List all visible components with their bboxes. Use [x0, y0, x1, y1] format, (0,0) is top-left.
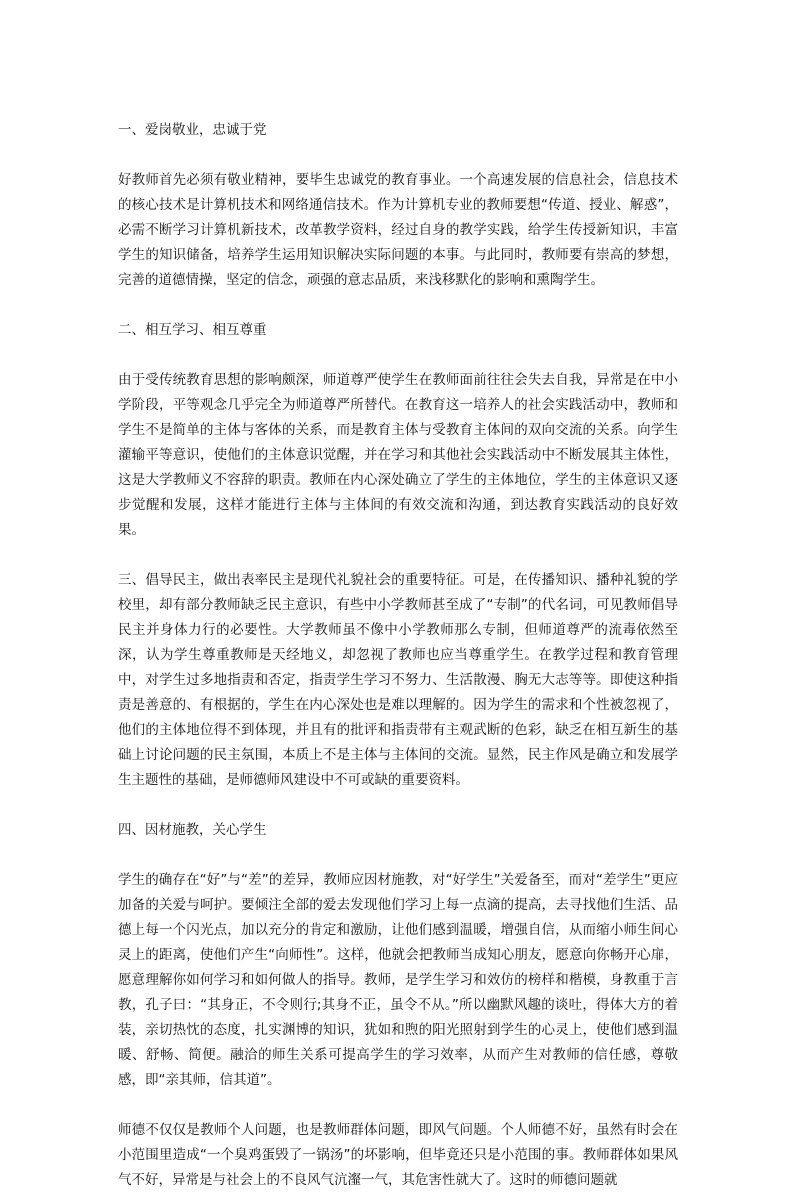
- paragraph-3: 三、倡导民主，做出表率民主是现代礼貌社会的重要特征。可是，在传播知识、播种礼貌的学校里，却有部分教师缺乏民主意识，有些中小学教师甚至成了“专制”的代名词，可见教师倡导民主并身体力行的必要性。大学教师虽不像中小学教师那么专制，但师道尊严的流毒依然至深，认为学生尊重教师是天经地义，却忽视了教师也应当尊重学生。在教学过程和教育管理中，对学生过多地指责和否定，指责学生学习不努力、生活散漫、胸无大志等等。即使这种指责是善意的、有根据的，学生在内心深处也是难以理解的。因为学生的需求和个性被忽视了，他们的主体地位得不到体现，并且有的批评和指责带有主观武断的色彩，缺乏在相互新生的基础上讨论问题的民主氛围，本质上不是主体与主体间的交流。显然，民主作风是确立和发展学生主题性的基础，是师德师风建设中不可或缺的重要资料。: [118, 572, 678, 788]
- paragraph-5: 师德不仅仅是教师个人问题，也是教师群体问题，即风气问题。个人师德不好，虽然有时会在小范围里造成“一个臭鸡蛋毁了一锅汤”的坏影响，但毕竟还只是小范围的事。教师群体如果风气不好，异常是与社会上的不良风气沆瀣一气，其危害性就大了。这时的师德问题就: [118, 1122, 678, 1188]
- section-heading-1: 一、爱岗敬业，忠诚于党: [118, 122, 267, 138]
- paragraph-4: 学生的确存在“好”与“差”的差异，教师应因材施教，对“好学生”关爱备至，而对“差学生”更应加备的关爱与呵护。要倾注全部的爱去发现他们学习上每一点滴的提高，去寻找他们生活、品德上每一个闪光点，加以充分的肯定和激励，让他们感到温暖，增强自信，从而缩小师生间心灵上的距离，使他们产生“向师性”。这样，他就会把教师当成知心朋友，愿意向你畅开心扉，愿意理解你如何学习和如何做人的指导。教师，是学生学习和效仿的榜样和楷模，身教重于言教，孔子曰：“其身正，不令则行;其身不正，虽令不从。”所以幽默风趣的谈吐，得体大方的着装，亲切热忱的态度，扎实渊博的知识，犹如和煦的阳光照射到学生的心灵上，使他们感到温暖、舒畅、简便。融洽的师生关系可提高学生的学习效率，从而产生对教师的信任感，尊敬感，即“亲其师，信其道”。: [118, 872, 678, 1088]
- paragraph-1: 好教师首先必须有敬业精神，要毕生忠诚党的教育事业。一个高速发展的信息社会，信息技术的核心技术是计算机技术和网络通信技术。作为计算机专业的教师要想“传道、授业、解惑”，必需不断学习计算机新技术，改革教学资料，经过自身的教学实践，给学生传授新知识，丰富学生的知识储备，培养学生运用知识解决实际问题的本事。与此同时，教师要有崇高的梦想，完善的道德情操，坚定的信念，顽强的意志品质，来浅移默化的影响和熏陶学生。: [118, 172, 678, 288]
- document-page: [118, 118, 678, 1193]
- paragraph-2: 由于受传统教育思想的影响颇深，师道尊严使学生在教师面前往往会失去自我，异常是在中小学阶段，平等观念几乎完全为师道尊严所替代。在教育这一培养人的社会实践活动中，教师和学生不是简单的主体与客体的关系，而是教育主体与受教育主体间的双向交流的关系。向学生灌输平等意识，使他们的主体意识觉醒，并在学习和其他社会实践活动中不断发展其主体性，这是大学教师义不容辞的职责。教师在内心深处确立了学生的主体地位，学生的主体意识又逐步觉醒和发展，这样才能进行主体与主体间的有效交流和沟通，到达教育实践活动的良好效果。: [118, 372, 678, 538]
- section-heading-2: 二、相互学习、相互尊重: [118, 322, 267, 338]
- section-heading-4: 四、因材施教，关心学生: [118, 822, 267, 838]
